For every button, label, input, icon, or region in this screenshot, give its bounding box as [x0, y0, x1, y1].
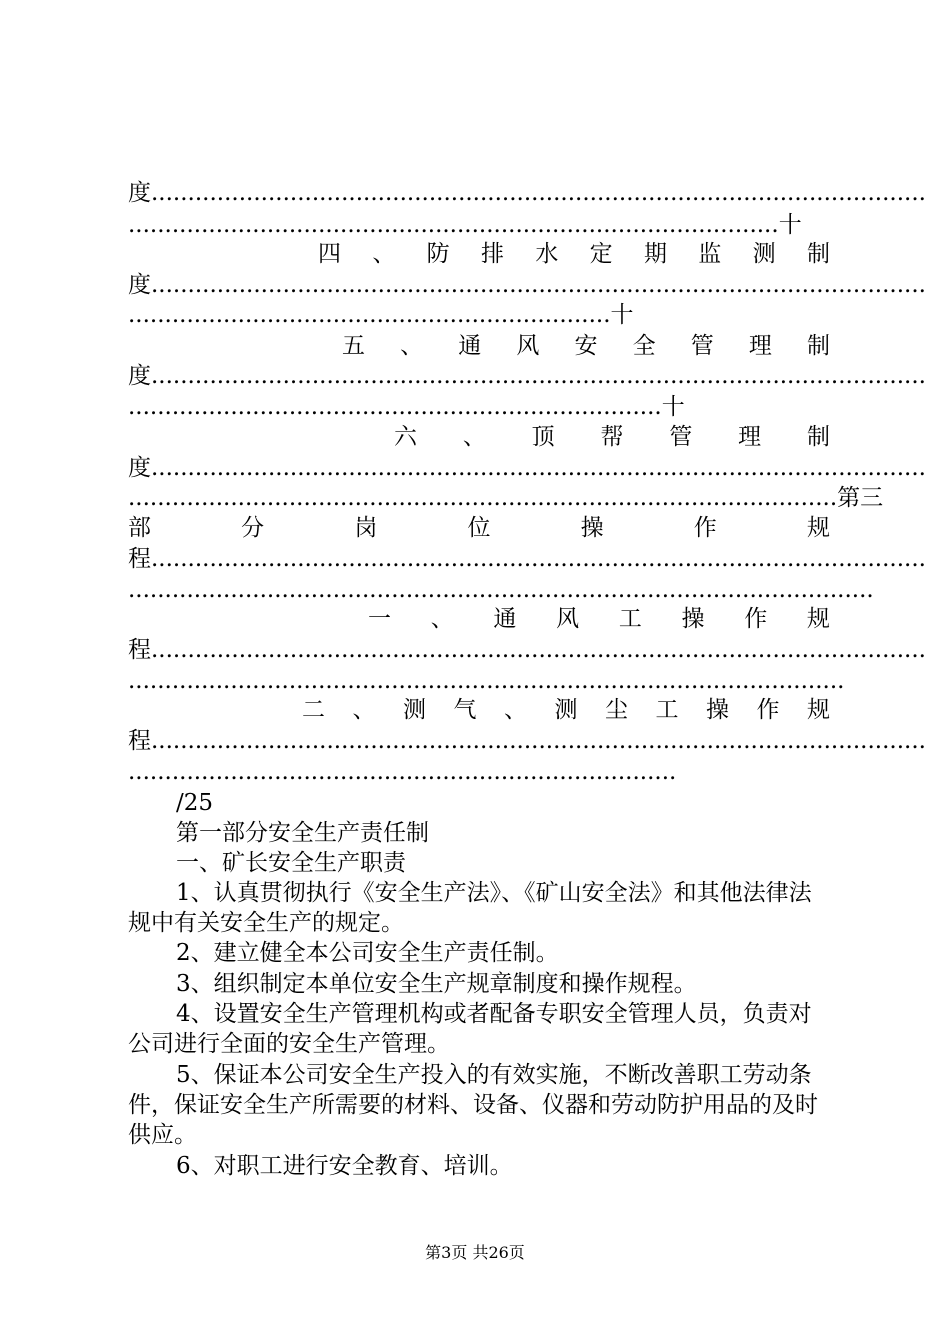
toc-char: 风 [556, 606, 580, 632]
toc-char: 全 [632, 333, 656, 359]
toc-char: 操 [706, 697, 729, 723]
toc-leader: ...................................................................................................... [128, 577, 874, 603]
toc-op1-title [368, 604, 830, 634]
toc-text: 度 [128, 180, 151, 206]
toc-char: 期 [643, 241, 667, 267]
toc-leader: .......................................................................................................... [151, 637, 926, 663]
toc-text: 度 [128, 272, 151, 298]
toc-text: 度 [128, 363, 151, 389]
paragraph-item-1: 1、认真贯彻执行《安全生产法》、《矿山安全法》和其他法律法规中有关安全生产的规定。 [128, 880, 812, 936]
toc-char: 气 [453, 697, 477, 723]
paragraph-item-6: 6、对职工进行安全教育、培训。 [176, 1153, 513, 1179]
toc-char: 理 [738, 424, 762, 450]
toc-char: 五 [342, 333, 365, 359]
toc-char: 管 [690, 333, 714, 359]
toc-leader-line [128, 210, 838, 240]
toc-title-spaced [302, 695, 830, 725]
toc-title-spaced [368, 604, 830, 634]
toc-page-number: 十 [610, 302, 634, 328]
toc-char: 通 [493, 606, 517, 632]
toc-char: 规 [806, 606, 830, 632]
toc-char: 位 [467, 515, 491, 541]
toc-char: 、 [430, 606, 454, 632]
toc-leader: .......................................................................................................... [151, 180, 926, 206]
section-heading: 一、矿长安全生产职责 [176, 850, 406, 876]
toc-char: 、 [352, 697, 376, 723]
toc-leader: .......................................................................................................... [151, 546, 926, 572]
toc-char: 六 [394, 424, 417, 450]
toc-page-number: 十 [778, 212, 802, 238]
toc-char: 规 [806, 515, 830, 541]
toc-char: 工 [618, 606, 642, 632]
toc-char: 尘 [605, 697, 628, 723]
toc-char: 安 [574, 333, 598, 359]
toc-char: 理 [748, 333, 772, 359]
toc-char: 测 [752, 241, 776, 267]
page-marker: /25 [176, 790, 214, 816]
toc-char: 定 [589, 241, 613, 267]
toc-leader: ......................................................................................... [128, 212, 779, 238]
toc-char: 一 [368, 606, 391, 632]
toc-text: 程 [128, 546, 151, 572]
toc-text: 度 [128, 455, 151, 481]
toc-char: 、 [372, 241, 396, 267]
toc-char: 制 [806, 241, 830, 267]
toc-char: 、 [504, 697, 527, 723]
toc-leader: ......................................................................... [128, 394, 662, 420]
toc-page-number: 十 [661, 394, 685, 420]
paragraph-item-4: 4、设置安全生产管理机构或者配备专职安全管理人员，负责对公司进行全面的安全生产管理。 [128, 1001, 812, 1057]
toc-char: 管 [669, 424, 693, 450]
toc-leader: .......................................................................................................... [151, 363, 926, 389]
toc-char: 作 [744, 606, 768, 632]
toc-leader: .......................................................................................................... [151, 728, 926, 754]
toc-title-spaced [318, 239, 830, 269]
toc-leader-line [128, 575, 874, 605]
toc-char: 工 [655, 697, 679, 723]
toc-char: 测 [554, 697, 578, 723]
toc-char: 二 [302, 697, 325, 723]
toc-part3-tail [128, 544, 926, 574]
toc-char: 水 [535, 241, 559, 267]
toc-part-heading: 第三 [837, 485, 884, 511]
toc-char: 四 [318, 241, 341, 267]
toc-char: 制 [807, 333, 830, 359]
toc-leader-line [128, 757, 677, 787]
toc-op2-tail [128, 726, 926, 756]
toc-entry-16-tail [128, 453, 926, 483]
toc-part3-title [128, 513, 830, 543]
toc-leader: .................................................................................................. [128, 668, 845, 694]
toc-char: 排 [480, 241, 504, 267]
toc-leader: ........................................................................... [128, 759, 677, 785]
toc-char: 部 [128, 515, 151, 541]
toc-leader-line [128, 300, 648, 330]
toc-char: 防 [426, 241, 450, 267]
toc-entry-15-title [342, 331, 830, 361]
toc-char: 顶 [531, 424, 555, 450]
toc-entry-14-title [318, 239, 830, 269]
toc-char: 制 [806, 424, 830, 450]
paragraph-item-5: 5、保证本公司安全生产投入的有效实施，不断改善职工劳动条件，保证安全生产所需要的材料、设备、仪器和劳动防护用品的及时供应。 [128, 1062, 818, 1148]
toc-char: 操 [681, 606, 705, 632]
paragraph-item-2: 2、建立健全本公司安全生产责任制。 [176, 940, 559, 966]
toc-text: 程 [128, 637, 151, 663]
toc-char: 帮 [600, 424, 624, 450]
toc-entry-13-tail [128, 178, 926, 208]
toc-leader-line [128, 483, 884, 513]
toc-leader: .................................................................. [128, 302, 611, 328]
toc-char: 岗 [354, 515, 378, 541]
toc-leader-line [128, 666, 845, 696]
toc-leader: .......................................................................................................... [151, 455, 926, 481]
toc-entry-15-tail [128, 361, 926, 391]
toc-op2-title [302, 695, 830, 725]
toc-char: 风 [516, 333, 540, 359]
toc-text: 程 [128, 728, 151, 754]
toc-char: 作 [756, 697, 780, 723]
toc-op1-tail [128, 635, 926, 665]
part-heading: 第一部分安全生产责任制 [176, 820, 429, 846]
paragraph-item-3: 3、组织制定本单位安全生产规章制度和操作规程。 [176, 971, 697, 997]
toc-char: 监 [698, 241, 722, 267]
toc-entry-16-title [394, 422, 830, 452]
toc-title-spaced [128, 513, 830, 543]
toc-leader: ................................................................................................. [128, 485, 838, 511]
toc-char: 测 [403, 697, 426, 723]
toc-leader-line [128, 392, 700, 422]
toc-char: 分 [241, 515, 265, 541]
toc-title-spaced [394, 422, 830, 452]
toc-char: 操 [580, 515, 604, 541]
toc-char: 、 [400, 333, 424, 359]
toc-char: 通 [458, 333, 482, 359]
toc-entry-14-tail [128, 270, 926, 300]
toc-char: 作 [693, 515, 717, 541]
toc-leader: .......................................................................................................... [151, 272, 926, 298]
toc-title-spaced [342, 331, 830, 361]
toc-char: 、 [462, 424, 486, 450]
toc-char: 规 [807, 697, 830, 723]
page-footer: 第3页 共26页 [425, 1243, 525, 1262]
